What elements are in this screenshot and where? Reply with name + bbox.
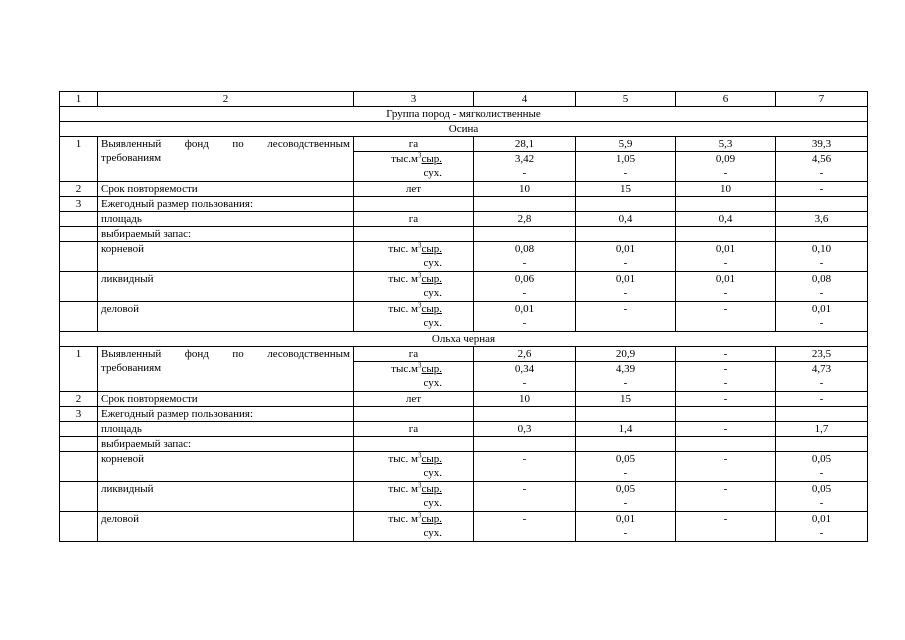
- value-cell: [576, 152, 676, 182]
- row-label: выбираемый запас:: [98, 227, 354, 242]
- value-cell: 3,6: [776, 212, 868, 227]
- unit-line: [357, 152, 470, 166]
- value-cell: [676, 152, 776, 182]
- empty-cell: [776, 407, 868, 422]
- row-label: Срок повторяемости: [98, 182, 354, 197]
- unit-raw: сыр.: [421, 153, 442, 165]
- value-cell: 0,3: [474, 422, 576, 437]
- unit-line: сух.: [423, 317, 442, 329]
- value-cell: [776, 272, 868, 302]
- unit-cell: [354, 152, 474, 182]
- annual-row: [60, 197, 868, 212]
- value-cell: 15: [576, 182, 676, 197]
- value-cell: [776, 512, 868, 542]
- value-cell: -: [676, 392, 776, 407]
- unit-raw: сыр.: [421, 513, 442, 525]
- label-line: Выявленный фонд по лесоводственным: [101, 348, 350, 360]
- dash: -: [819, 497, 824, 509]
- value-cell: [676, 362, 776, 392]
- empty-cell: [776, 197, 868, 212]
- dash: -: [623, 167, 628, 179]
- empty-cell: [474, 437, 576, 452]
- header-cell: 7: [776, 92, 868, 107]
- superscript: 3: [417, 361, 422, 370]
- value-cell: [474, 272, 576, 302]
- empty-cell: [576, 197, 676, 212]
- unit-line: [357, 302, 470, 316]
- empty-cell: [676, 197, 776, 212]
- period-row: [60, 392, 868, 407]
- value-cell: [676, 272, 776, 302]
- value-cell: [576, 242, 676, 272]
- value-cell: -: [676, 347, 776, 362]
- stock-row: [60, 437, 868, 452]
- unit-cell: [354, 242, 474, 272]
- value: 0,05: [615, 483, 636, 495]
- unit-text: тыс. м: [388, 273, 418, 285]
- period-row: [60, 182, 868, 197]
- row-label: [98, 347, 354, 392]
- row-label: ликвидный: [98, 272, 354, 302]
- unit-cell: га: [354, 212, 474, 227]
- annual-row: [60, 407, 868, 422]
- unit-raw: сыр.: [421, 243, 442, 255]
- value-cell: [474, 362, 576, 392]
- value-cell: 10: [474, 182, 576, 197]
- unit-cell: лет: [354, 182, 474, 197]
- value: 0,01: [514, 303, 535, 315]
- row-number: 1: [60, 347, 98, 392]
- row-number: 1: [60, 137, 98, 182]
- unit-line: [357, 512, 470, 526]
- empty-cell: [776, 227, 868, 242]
- dash: -: [623, 377, 628, 389]
- group-title: Группа пород - мягколиственные: [60, 107, 868, 122]
- fund-row: [60, 347, 868, 362]
- value-cell: -: [676, 302, 776, 332]
- header-cell: 4: [474, 92, 576, 107]
- unit-line: сух.: [423, 287, 442, 299]
- row-label: Ежегодный размер пользования:: [98, 197, 354, 212]
- dash: -: [723, 167, 728, 179]
- unit-cell: [354, 482, 474, 512]
- value-cell: 15: [576, 392, 676, 407]
- superscript: 3: [417, 301, 422, 310]
- value-cell: -: [676, 482, 776, 512]
- unit-line: [357, 452, 470, 466]
- unit-cell: [354, 362, 474, 392]
- unit-line: сух.: [423, 167, 442, 179]
- value: 0,10: [811, 243, 832, 255]
- row-number: 3: [60, 197, 98, 212]
- dash: -: [819, 377, 824, 389]
- superscript: 3: [417, 151, 422, 160]
- species-row: [60, 122, 868, 137]
- value: -: [723, 363, 728, 375]
- header-cell: 5: [576, 92, 676, 107]
- value-cell: -: [776, 182, 868, 197]
- empty-cell: [776, 437, 868, 452]
- value: 0,08: [514, 243, 535, 255]
- unit-raw: сыр.: [421, 483, 442, 495]
- value-cell: 20,9: [576, 347, 676, 362]
- unit-line: сух.: [423, 527, 442, 539]
- empty-cell: [676, 437, 776, 452]
- value-cell: [576, 272, 676, 302]
- row-label: деловой: [98, 512, 354, 542]
- unit-line: [357, 362, 470, 376]
- value: 4,73: [811, 363, 832, 375]
- value-cell: [776, 482, 868, 512]
- value-cell: 5,3: [676, 137, 776, 152]
- value: 0,01: [615, 243, 636, 255]
- empty-cell: [576, 437, 676, 452]
- value-cell: [576, 512, 676, 542]
- value-cell: 10: [676, 182, 776, 197]
- value-cell: 1,4: [576, 422, 676, 437]
- row-label: площадь: [98, 422, 354, 437]
- value: 0,34: [514, 363, 535, 375]
- species-name: Осина: [60, 122, 868, 137]
- empty-cell: [60, 302, 98, 332]
- value-cell: 1,7: [776, 422, 868, 437]
- row-label: деловой: [98, 302, 354, 332]
- value-cell: [776, 362, 868, 392]
- unit-text: тыс. м: [388, 453, 418, 465]
- dash: -: [819, 467, 824, 479]
- value-cell: -: [676, 452, 776, 482]
- species-row: [60, 332, 868, 347]
- value-cell: [676, 242, 776, 272]
- dash: -: [723, 287, 728, 299]
- value: 0,05: [811, 483, 832, 495]
- unit-text: тыс.м: [391, 363, 418, 375]
- value-cell: 0,4: [676, 212, 776, 227]
- empty-cell: [60, 482, 98, 512]
- dash: -: [819, 317, 824, 329]
- unit-text: тыс. м: [388, 483, 418, 495]
- empty-cell: [474, 227, 576, 242]
- dash: -: [623, 257, 628, 269]
- empty-cell: [676, 227, 776, 242]
- value-cell: 28,1: [474, 137, 576, 152]
- value-cell: -: [776, 392, 868, 407]
- empty-cell: [676, 407, 776, 422]
- empty-cell: [60, 452, 98, 482]
- label-line: требованиям: [101, 152, 162, 164]
- area-row: [60, 212, 868, 227]
- value-cell: -: [676, 422, 776, 437]
- row-label: корневой: [98, 242, 354, 272]
- unit-cell: га: [354, 137, 474, 152]
- value-cell: [474, 302, 576, 332]
- unit-cell: га: [354, 422, 474, 437]
- dash: -: [522, 167, 527, 179]
- unit-line: [357, 272, 470, 286]
- value-cell: [576, 452, 676, 482]
- superscript: 3: [417, 451, 422, 460]
- header-cell: 3: [354, 92, 474, 107]
- header-cell: 6: [676, 92, 776, 107]
- dash: -: [723, 257, 728, 269]
- empty-cell: [60, 227, 98, 242]
- value: 0,01: [615, 513, 636, 525]
- value: 3,42: [514, 153, 535, 165]
- unit-line: [357, 242, 470, 256]
- liquid-row: [60, 482, 868, 512]
- label-line: требованиям: [101, 362, 162, 374]
- dash: -: [819, 257, 824, 269]
- value-cell: [474, 242, 576, 272]
- unit-text: тыс. м: [388, 243, 418, 255]
- empty-cell: [60, 242, 98, 272]
- unit-cell: га: [354, 347, 474, 362]
- value-cell: 0,4: [576, 212, 676, 227]
- value-cell: [776, 302, 868, 332]
- area-row: [60, 422, 868, 437]
- unit-cell: [354, 512, 474, 542]
- unit-raw: сыр.: [421, 363, 442, 375]
- header-cell: 1: [60, 92, 98, 107]
- value-cell: 39,3: [776, 137, 868, 152]
- dash: -: [522, 257, 527, 269]
- row-label: выбираемый запас:: [98, 437, 354, 452]
- empty-cell: [60, 422, 98, 437]
- value: 1,05: [615, 153, 636, 165]
- business-row: [60, 512, 868, 542]
- header-cell: 2: [98, 92, 354, 107]
- liquid-row: [60, 272, 868, 302]
- value-cell: 5,9: [576, 137, 676, 152]
- value-cell: [776, 152, 868, 182]
- unit-text: тыс. м: [388, 513, 418, 525]
- row-label: [98, 137, 354, 182]
- empty-cell: [354, 227, 474, 242]
- empty-cell: [60, 272, 98, 302]
- fund-row: [60, 137, 868, 152]
- row-number: 2: [60, 392, 98, 407]
- unit-raw: сыр.: [421, 273, 442, 285]
- stock-row: [60, 227, 868, 242]
- value: 0,01: [615, 273, 636, 285]
- row-label: Срок повторяемости: [98, 392, 354, 407]
- empty-cell: [354, 407, 474, 422]
- empty-cell: [60, 212, 98, 227]
- dash: -: [723, 377, 728, 389]
- dash: -: [522, 287, 527, 299]
- value-cell: [776, 452, 868, 482]
- unit-text: тыс. м: [388, 303, 418, 315]
- unit-cell: лет: [354, 392, 474, 407]
- root-row: [60, 452, 868, 482]
- dash: -: [522, 317, 527, 329]
- value: 4,56: [811, 153, 832, 165]
- value: 0,06: [514, 273, 535, 285]
- unit-line: [357, 482, 470, 496]
- empty-cell: [60, 512, 98, 542]
- unit-line: сух.: [423, 497, 442, 509]
- value: 0,05: [811, 453, 832, 465]
- value-cell: 23,5: [776, 347, 868, 362]
- root-row: [60, 242, 868, 272]
- label-line: Выявленный фонд по лесоводственным: [101, 138, 350, 150]
- value: 0,01: [811, 513, 832, 525]
- value: 0,01: [715, 273, 736, 285]
- value: 0,01: [811, 303, 832, 315]
- row-number: 2: [60, 182, 98, 197]
- row-number: 3: [60, 407, 98, 422]
- empty-cell: [576, 407, 676, 422]
- value: 0,01: [715, 243, 736, 255]
- value-cell: -: [676, 512, 776, 542]
- empty-cell: [474, 407, 576, 422]
- dash: -: [623, 527, 628, 539]
- value: 0,09: [715, 153, 736, 165]
- value-cell: [576, 482, 676, 512]
- dash: -: [623, 497, 628, 509]
- empty-cell: [354, 437, 474, 452]
- value-cell: -: [474, 452, 576, 482]
- value-cell: -: [576, 302, 676, 332]
- value: 0,08: [811, 273, 832, 285]
- empty-cell: [354, 197, 474, 212]
- value: 4,39: [615, 363, 636, 375]
- value: 0,05: [615, 453, 636, 465]
- group-row: [60, 107, 868, 122]
- dash: -: [819, 167, 824, 179]
- empty-cell: [576, 227, 676, 242]
- value-cell: 10: [474, 392, 576, 407]
- business-row: [60, 302, 868, 332]
- value-cell: -: [474, 512, 576, 542]
- dash: -: [522, 377, 527, 389]
- value-cell: 2,8: [474, 212, 576, 227]
- value-cell: [576, 362, 676, 392]
- unit-cell: [354, 452, 474, 482]
- dash: -: [623, 467, 628, 479]
- empty-cell: [474, 197, 576, 212]
- unit-text: тыс.м: [391, 153, 418, 165]
- row-label: ликвидный: [98, 482, 354, 512]
- dash: -: [623, 287, 628, 299]
- header-row: [60, 92, 868, 107]
- unit-raw: сыр.: [421, 453, 442, 465]
- value-cell: 2,6: [474, 347, 576, 362]
- row-label: площадь: [98, 212, 354, 227]
- unit-line: сух.: [423, 467, 442, 479]
- unit-cell: [354, 302, 474, 332]
- superscript: 3: [417, 481, 422, 490]
- forest-use-table: [59, 91, 868, 542]
- empty-cell: [60, 437, 98, 452]
- row-label: корневой: [98, 452, 354, 482]
- unit-line: сух.: [423, 257, 442, 269]
- dash: -: [819, 527, 824, 539]
- value-cell: [776, 242, 868, 272]
- row-label: Ежегодный размер пользования:: [98, 407, 354, 422]
- table-body: [60, 92, 868, 542]
- dash: -: [819, 287, 824, 299]
- value-cell: -: [474, 482, 576, 512]
- superscript: 3: [417, 241, 422, 250]
- species-name: Ольха черная: [60, 332, 868, 347]
- superscript: 3: [417, 511, 422, 520]
- unit-cell: [354, 272, 474, 302]
- unit-raw: сыр.: [421, 303, 442, 315]
- unit-line: сух.: [423, 377, 442, 389]
- value-cell: [474, 152, 576, 182]
- superscript: 3: [417, 271, 422, 280]
